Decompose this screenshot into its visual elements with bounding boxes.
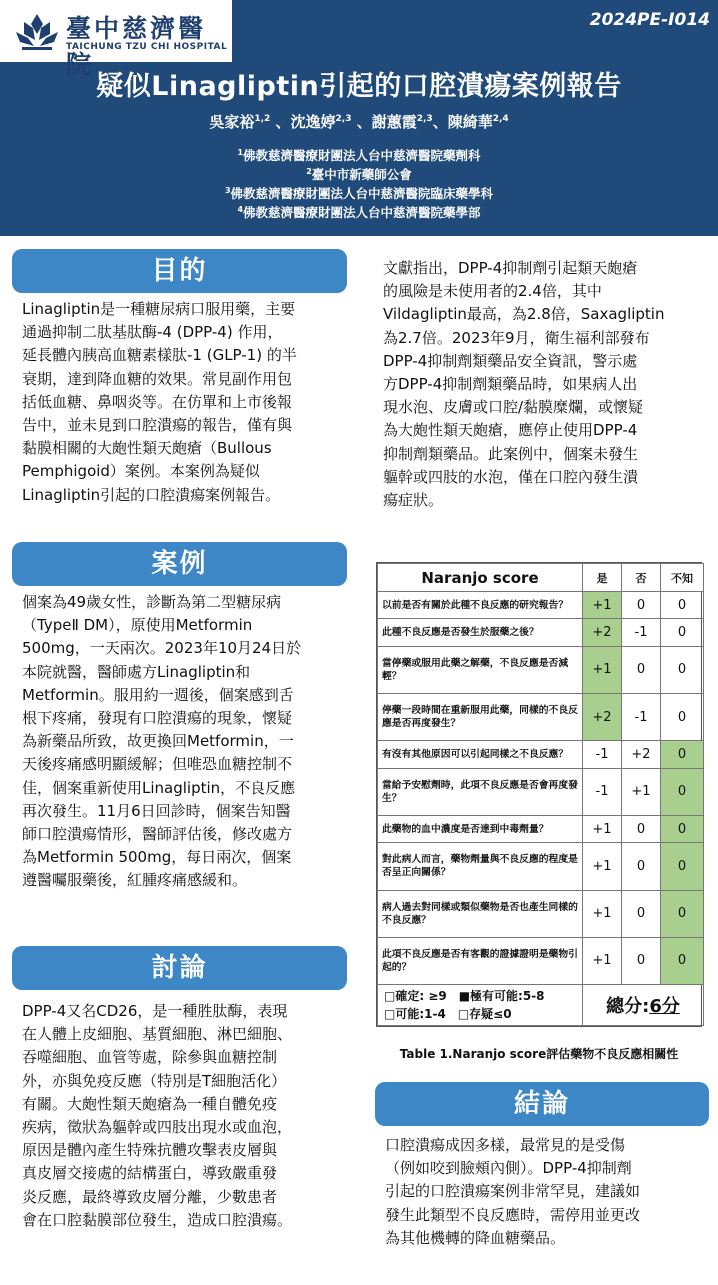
discussion-text: [22, 1000, 338, 1232]
text-line: 瘍症狀。: [383, 491, 444, 510]
affiliation-text: 佛教慈濟醫療財團法人台中慈濟醫院藥劑科: [243, 148, 481, 163]
text-line: Linagliptin是一種糖尿病口服用藥，主要: [22, 300, 296, 318]
section-title-discussion: 討論: [12, 946, 347, 990]
table-header-question: Naranjo score: [378, 564, 583, 592]
score-cell-yes: +1: [583, 815, 622, 842]
text-line: 真皮層交接處的結構蛋白，導致嚴重發: [22, 1164, 278, 1183]
score-cell-no: 0: [622, 890, 661, 937]
author-name: 陳綺華: [447, 113, 493, 131]
score-cell-unk: 0: [661, 815, 704, 842]
text-line: 括低血糖、鼻咽炎等。在仿單和上市後報: [22, 392, 293, 411]
text-line: 外，亦與免疫反應（特別是T細胞活化）: [22, 1071, 287, 1090]
logo-english-name: TAICHUNG TZU CHI HOSPITAL: [66, 42, 228, 52]
criterion-question: 此種不良反應是否發生於服藥之後？: [378, 619, 583, 646]
affiliation-text: 佛教慈濟醫療財團法人台中慈濟醫院藥學部: [243, 205, 481, 220]
text-line: 根下疼痛，發現有口腔潰瘍的現象，懷疑: [22, 709, 293, 728]
text-line: 發生此類型不良反應時，需停用並更改: [385, 1205, 641, 1224]
score-cell-yes: +2: [583, 619, 622, 646]
criterion-question: 此藥物的血中濃度是否達到中毒劑量？: [378, 815, 583, 842]
text-line: 會在口腔黏膜部位發生，造成口腔潰瘍。: [22, 1210, 293, 1229]
author-name: 謝蕙霞: [371, 113, 417, 131]
author-list: [0, 111, 718, 132]
author-affiliation-number: 2,3: [416, 114, 433, 124]
hospital-logo: [0, 0, 232, 79]
score-cell-unk: 0: [661, 768, 704, 815]
lotus-emblem-icon: [14, 10, 60, 52]
table-header-yes: 是: [583, 564, 622, 592]
text-line: 為新藥品所致，故更換回Metformin，一: [22, 732, 294, 751]
score-cell-no: 0: [622, 843, 661, 890]
total-score-label: 總分:: [606, 996, 650, 1017]
score-cell-no: +2: [622, 741, 661, 768]
table-row: [378, 592, 704, 619]
text-line: 方DPP-4抑制劑類藥品時，如果病人出: [383, 375, 638, 394]
affiliation-number: 3: [224, 185, 231, 195]
total-score-value: 6分: [649, 996, 680, 1017]
text-line: 衰期，達到降血糖的效果。常見副作用包: [22, 369, 293, 388]
text-line: 再次發生。11月6日回診時，個案告知醫: [22, 801, 291, 820]
affiliation-text: 臺中市新藥師公會: [311, 167, 412, 182]
text-line: 炎反應，最終導致皮層分離，少數患者: [22, 1187, 278, 1206]
text-line: 告中，並未見到口腔潰瘍的報告，僅有與: [22, 416, 293, 435]
author-separator: 、: [351, 113, 372, 131]
section-title-purpose: 目的: [12, 249, 347, 293]
text-line: 500mg，一天兩次。2023年10月24日於: [22, 639, 302, 658]
literature-text: [383, 257, 695, 512]
text-line: 文獻指出，DPP-4抑制劑引起類天皰瘡: [383, 259, 638, 277]
criterion-question: 病人過去對同樣或類似藥物是否也產生同樣的不良反應？: [378, 890, 583, 937]
score-legend: [378, 985, 583, 1026]
text-line: Metformin。服用約一週後，個案感到舌: [22, 685, 294, 704]
score-cell-unk: 0: [661, 592, 704, 619]
score-cell-unk: 0: [661, 741, 704, 768]
affiliation-line: [0, 165, 718, 183]
text-line: （例如咬到臉頰內側）。DPP-4抑制劑: [385, 1159, 632, 1178]
score-cell-no: -1: [622, 694, 661, 741]
text-line: Pemphigoid）案例。本案例為疑似: [22, 462, 260, 481]
score-cell-yes: -1: [583, 768, 622, 815]
poster-code: 2024PE-I014: [589, 10, 710, 30]
author-separator: 、: [270, 113, 291, 131]
score-cell-unk: 0: [661, 843, 704, 890]
criterion-question: 停藥一段時間在重新服用此藥，同樣的不良反應是否再度發生？: [378, 694, 583, 741]
text-line: 為大皰性類天皰瘡，應停止使用DPP-4: [383, 421, 638, 440]
table-row: [378, 843, 704, 890]
table-caption: Table 1.Naranjo score評估藥物不良反應相關性: [399, 1047, 679, 1061]
score-cell-no: 0: [622, 815, 661, 842]
score-cell-no: 0: [622, 937, 661, 984]
total-score: [583, 985, 704, 1026]
text-line: 軀幹或四肢的水泡，僅在口腔內發生潰: [383, 467, 639, 486]
text-line: DPP-4抑制劑類藥品安全資訊，警示處: [383, 351, 638, 370]
section-title-conclusion: 結論: [375, 1082, 709, 1126]
table-row: [378, 646, 704, 693]
text-line: 吞噬細胞、血管等處，除參與血糖控制: [22, 1048, 278, 1067]
text-line: 在人體上皮細胞、基質細胞、淋巴細胞、: [22, 1025, 293, 1044]
text-line: 延長體內胰高血糖素樣肽-1 (GLP-1) 的半: [22, 346, 297, 365]
text-line: 的風險是未使用者的2.4倍，其中: [383, 282, 602, 301]
score-cell-unk: 0: [661, 937, 704, 984]
score-cell-yes: +1: [583, 646, 622, 693]
text-line: 個案為49歲女性，診斷為第二型糖尿病: [22, 593, 282, 611]
score-cell-no: 0: [622, 646, 661, 693]
score-cell-yes: -1: [583, 741, 622, 768]
text-line: 口腔潰瘍成因多樣，最常見的是受傷: [385, 1136, 626, 1154]
affiliation-line: [0, 146, 718, 164]
text-line: 為Metformin 500mg，每日兩次，個案: [22, 848, 292, 867]
text-line: Linagliptin引起的口腔潰瘍案例報告。: [22, 485, 281, 504]
score-cell-unk: 0: [661, 646, 704, 693]
score-cell-yes: +1: [583, 592, 622, 619]
author-name: 吳家裕: [209, 113, 255, 131]
affiliation-number: 2: [306, 166, 312, 176]
table-row: [378, 694, 704, 741]
text-line: 引起的口腔潰瘍案例非常罕見，建議如: [385, 1182, 641, 1201]
text-line: 原因是體內產生特殊抗體攻擊表皮層與: [22, 1141, 278, 1160]
table-header-unknown: 不知: [661, 564, 704, 592]
text-line: 通過抑制二肽基肽酶-4 (DPP-4) 作用，: [22, 323, 283, 342]
text-line: 師口腔潰瘍情形，醫師評估後，修改處方: [22, 825, 293, 844]
table-row: [378, 890, 704, 937]
poster-header: [0, 0, 718, 236]
table-row: [378, 741, 704, 768]
author-affiliation-number: 2,3: [335, 114, 352, 124]
text-line: 有關。大皰性類天皰瘡為一種自體免疫: [22, 1094, 278, 1113]
table-row: [378, 768, 704, 815]
table-row: [378, 937, 704, 984]
text-line: 佳，個案重新使用Linagliptin，不良反應: [22, 778, 296, 797]
author-separator: 、: [432, 113, 448, 131]
criterion-question: 當給予安慰劑時，此項不良反應是否會再度發生？: [378, 768, 583, 815]
text-line: 抑制劑類藥品。此案例中，個案未發生: [383, 444, 639, 463]
conclusion-text: [385, 1134, 699, 1250]
affiliation-line: [0, 184, 718, 202]
criterion-question: 有沒有其他原因可以引起同樣之不良反應？: [378, 741, 583, 768]
score-cell-unk: 0: [661, 694, 704, 741]
score-cell-yes: +1: [583, 843, 622, 890]
table-row: [378, 619, 704, 646]
legend-line-2: □可能:1-4 □存疑≤0: [384, 1007, 512, 1021]
text-line: 疾病，徵狀為軀幹或四肢出現水或血泡，: [22, 1118, 293, 1137]
text-line: 遵醫囑服藥後，紅腫疼痛感緩和。: [22, 871, 248, 890]
table-header-no: 否: [622, 564, 661, 592]
score-cell-no: 0: [622, 592, 661, 619]
score-cell-unk: 0: [661, 619, 704, 646]
text-line: 黏膜相關的大皰性類天皰瘡（Bullous: [22, 439, 272, 458]
criterion-question: 對此病人而言，藥物劑量與不良反應的程度是否呈正向關係？: [378, 843, 583, 890]
legend-line-1: □確定: ≥9 ■極有可能:5-8: [384, 989, 545, 1003]
affiliation-line: [0, 203, 718, 221]
author-affiliation-number: 2,4: [492, 114, 509, 124]
case-text: [22, 591, 338, 893]
criterion-question: 以前是否有關於此種不良反應的研究報告？: [378, 592, 583, 619]
criterion-question: 此項不良反應是否有客觀的證據證明是藥物引起的？: [378, 937, 583, 984]
text-line: DPP-4又名CD26，是一種胜肽酶，表現: [22, 1002, 288, 1020]
text-line: Vildagliptin最高，為2.8倍，Saxagliptin: [383, 305, 665, 324]
score-cell-yes: +2: [583, 694, 622, 741]
affiliation-number: 4: [237, 204, 244, 214]
affiliation-text: 佛教慈濟醫療財團法人台中慈濟醫院臨床藥學科: [230, 186, 494, 201]
logo-chinese-name: 臺中慈濟醫院: [66, 14, 207, 79]
score-cell-yes: +1: [583, 937, 622, 984]
table-row: [378, 815, 704, 842]
text-line: 天後疼痛感明顯緩解；但唯恐血糖控制不: [22, 755, 293, 774]
affiliation-number: 1: [237, 147, 244, 157]
poster-title: 疑似Linagliptin引起的口腔潰瘍案例報告: [96, 71, 622, 102]
purpose-text: [22, 298, 338, 507]
text-line: 為2.7倍。2023年9月，衛生福利部發布: [383, 328, 650, 347]
text-line: 為其他機轉的降血糖藥品。: [385, 1228, 566, 1247]
naranjo-table: [376, 562, 702, 1027]
section-title-case: 案例: [12, 542, 347, 586]
author-affiliation-number: 1,2: [254, 114, 271, 124]
text-line: 本院就醫，醫師處方Linagliptin和: [22, 662, 251, 681]
score-cell-no: +1: [622, 768, 661, 815]
text-line: 現水泡、皮膚或口腔/黏膜糜爛，或懷疑: [383, 398, 644, 417]
score-cell-yes: +1: [583, 890, 622, 937]
author-name: 沈逸婷: [290, 113, 336, 131]
criterion-question: 當停藥或服用此藥之解藥，不良反應是否減輕？: [378, 646, 583, 693]
score-cell-unk: 0: [661, 890, 704, 937]
text-line: （TypeⅡ DM），原使用Metformin: [22, 616, 253, 635]
score-cell-no: -1: [622, 619, 661, 646]
